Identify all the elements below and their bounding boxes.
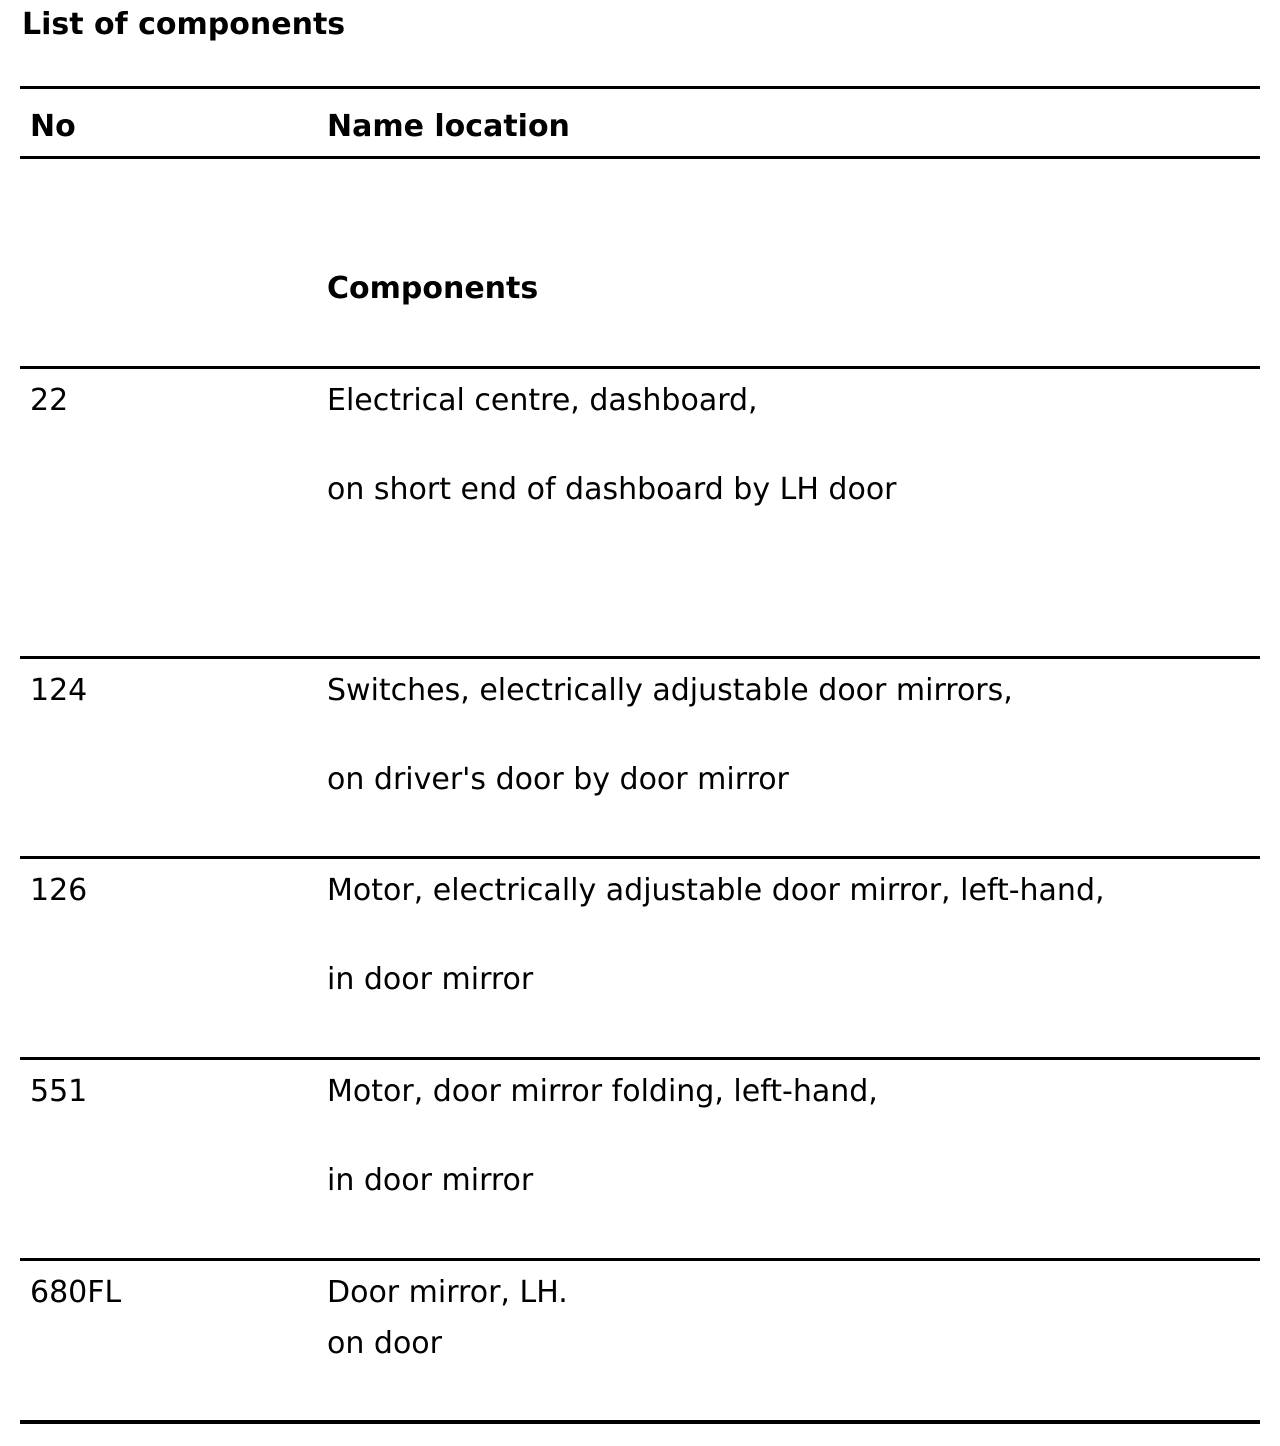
component-name: Switches, electrically adjustable door mirrors,: [327, 673, 1013, 708]
component-number: 126: [30, 873, 88, 908]
component-location: in door mirror: [327, 1163, 534, 1198]
column-header-no: No: [30, 109, 76, 144]
component-number: 551: [30, 1074, 88, 1109]
row-divider: [20, 656, 1260, 659]
row-divider: [20, 1258, 1260, 1261]
row-divider: [20, 1057, 1260, 1060]
header-bottom-rule: [20, 156, 1260, 159]
row-divider: [20, 366, 1260, 369]
row-divider: [20, 856, 1260, 859]
component-name: Motor, electrically adjustable door mirror, left-hand,: [327, 873, 1105, 908]
component-location: on short end of dashboard by LH door: [327, 472, 897, 507]
page-title: List of components: [22, 7, 346, 42]
component-number: 22: [30, 383, 69, 418]
component-location: on door: [327, 1326, 442, 1361]
component-number: 124: [30, 673, 88, 708]
table-top-rule: [20, 86, 1260, 89]
component-location: on driver's door by door mirror: [327, 762, 789, 797]
component-name: Door mirror, LH.: [327, 1275, 568, 1310]
component-name: Electrical centre, dashboard,: [327, 383, 758, 418]
table-bottom-rule: [20, 1420, 1260, 1424]
component-name: Motor, door mirror folding, left-hand,: [327, 1074, 878, 1109]
component-number: 680FL: [30, 1275, 122, 1310]
column-header-name-location: Name location: [327, 109, 570, 144]
section-heading: Components: [327, 271, 539, 306]
component-location: in door mirror: [327, 962, 534, 997]
